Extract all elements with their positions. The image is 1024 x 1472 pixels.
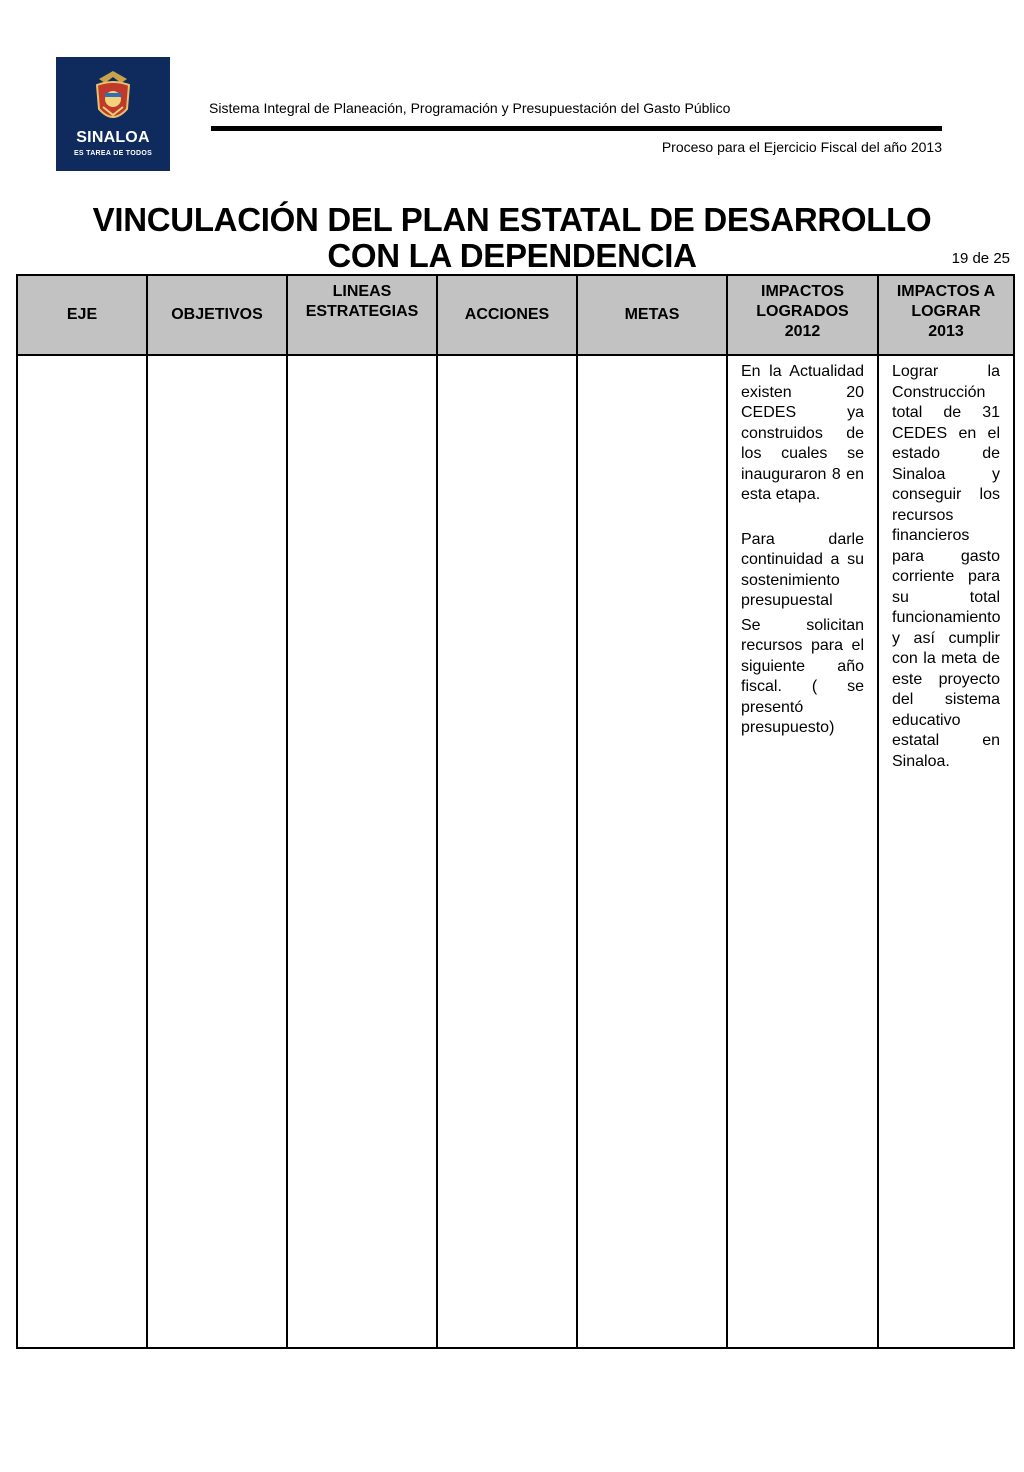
impactos-logrados-paragraph-3: Se solicitan recursos para el siguiente año fiscal. ( se presentó presupuesto) [741, 616, 864, 736]
fiscal-process-line: Proceso para el Ejercicio Fiscal del año 2013 [661, 139, 942, 155]
cell-acciones [437, 355, 577, 1348]
cell-metas [577, 355, 727, 1348]
impactos-logrados-paragraph-1: En la Actualidad existen 20 CEDES ya construidos de los cuales se inauguraron 8 en esta etapa. [741, 363, 864, 503]
sinaloa-logo [56, 57, 170, 171]
cell-impactos-lograr [878, 355, 1014, 1348]
column-header-lineas-estrategias: LINEAS ESTRATEGIAS [287, 275, 437, 355]
impactos-logrados-paragraph-2: Para darle continuidad a su sostenimiento presupuestal [741, 530, 864, 609]
page-indicator: 19 de 25 [951, 250, 1010, 267]
cell-impactos-logrados [727, 355, 878, 1348]
column-header-impactos-lograr: IMPACTOS A LOGRAR 2013 [878, 275, 1014, 355]
logo-brand: SINALOA [76, 129, 150, 146]
logo-tagline: ES TAREA DE TODOS [73, 150, 153, 157]
column-header-eje: EJE [17, 275, 147, 355]
header-divider [211, 126, 942, 131]
system-title: Sistema Integral de Planeación, Programación y Presupuestación del Gasto Público [209, 100, 731, 116]
table-header-row [17, 275, 1014, 355]
cell-objetivos [147, 355, 287, 1348]
table-row [17, 355, 1014, 1348]
state-crest-icon [91, 69, 135, 127]
document-title [40, 202, 984, 274]
column-header-acciones: ACCIONES [437, 275, 577, 355]
title-line-1: VINCULACIÓN DEL PLAN ESTATAL DE DESARROLLO [92, 201, 932, 238]
column-header-impactos-logrados: IMPACTOS LOGRADOS 2012 [727, 275, 878, 355]
column-header-objetivos: OBJETIVOS [147, 275, 287, 355]
impactos-lograr-paragraph: Lograr la Construcción total de 31 CEDES en el estado de Sinaloa y conseguir los recursos financieros para gasto corriente para su total funcionamiento y así cumplir con la meta de este proyecto del sistema educativo estatal en Sinaloa. [892, 363, 1001, 770]
title-line-2: CON LA DEPENDENCIA [327, 237, 697, 274]
linkage-table [16, 274, 1015, 1349]
cell-eje [17, 355, 147, 1348]
column-header-metas: METAS [577, 275, 727, 355]
cell-lineas [287, 355, 437, 1348]
